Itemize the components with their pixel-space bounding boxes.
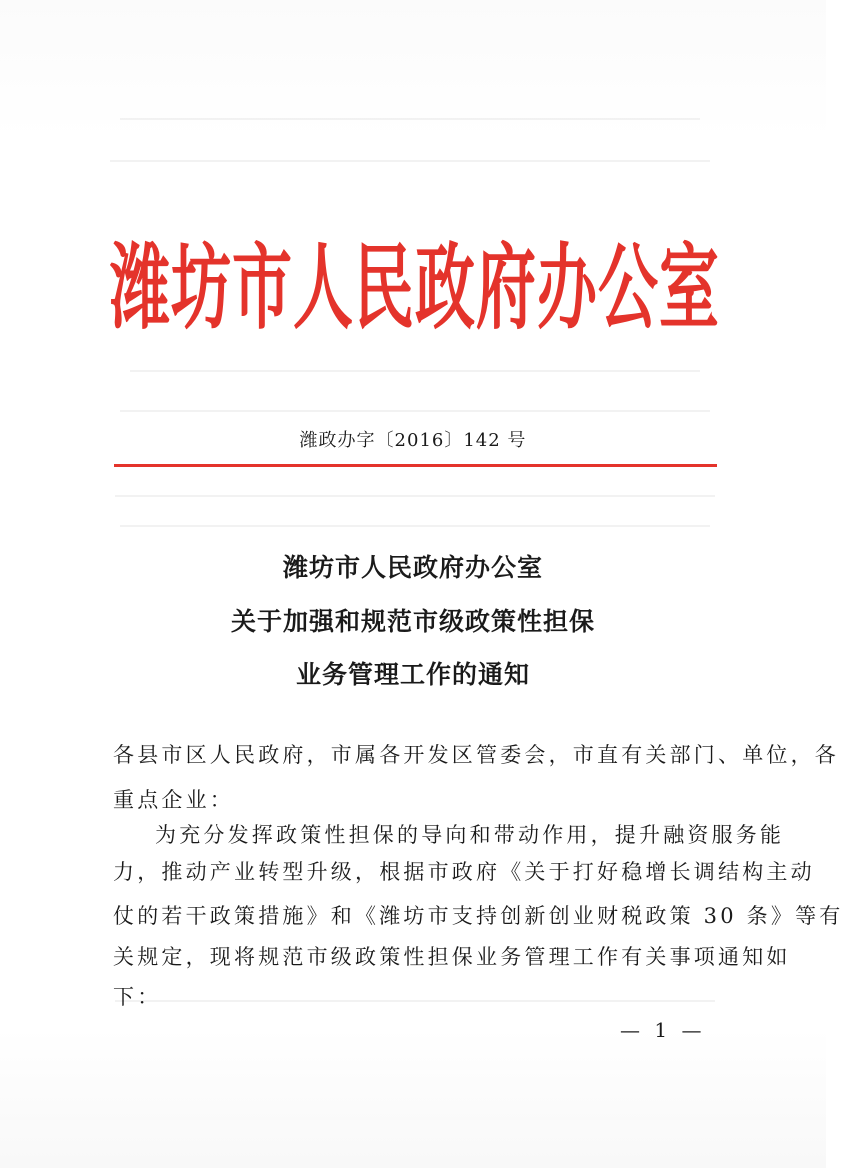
- title-line-1: 潍坊市人民政府办公室: [282, 553, 543, 582]
- body-line: 力，推动产业转型升级，根据市政府《关于打好稳增长调结构主动: [113, 860, 815, 884]
- title-line-3: 业务管理工作的通知: [295, 660, 530, 689]
- bleed-through-line: [115, 495, 715, 497]
- bleed-through-line: [120, 410, 710, 412]
- bleed-through-line: [120, 525, 710, 527]
- bleed-through-line: [120, 118, 700, 120]
- page-number: — 1 —: [620, 1018, 706, 1042]
- body-line: 各县市区人民政府，市属各开发区管委会，市直有关部门、单位，各: [113, 743, 839, 767]
- bleed-through-line: [130, 370, 700, 372]
- body-line: 下：: [113, 985, 162, 1009]
- body-line: 重点企业：: [113, 788, 234, 812]
- body-line: 为充分发挥政策性担保的导向和带动作用，提升融资服务能: [155, 823, 785, 847]
- bleed-through-line: [110, 160, 710, 162]
- issuer-masthead: [110, 222, 720, 343]
- document-number: 潍政办字〔2016〕142 号: [299, 430, 527, 451]
- body-line: 仗的若干政策措施》和《潍坊市支持创新创业财税政策 30 条》等有: [113, 904, 843, 928]
- red-divider: [114, 464, 717, 467]
- masthead-text: 潍坊市人民政府办公室: [110, 234, 720, 343]
- title-line-2: 关于加强和规范市级政策性担保: [230, 607, 595, 636]
- body-line: 关规定，现将规范市级政策性担保业务管理工作有关事项通知如: [113, 945, 791, 969]
